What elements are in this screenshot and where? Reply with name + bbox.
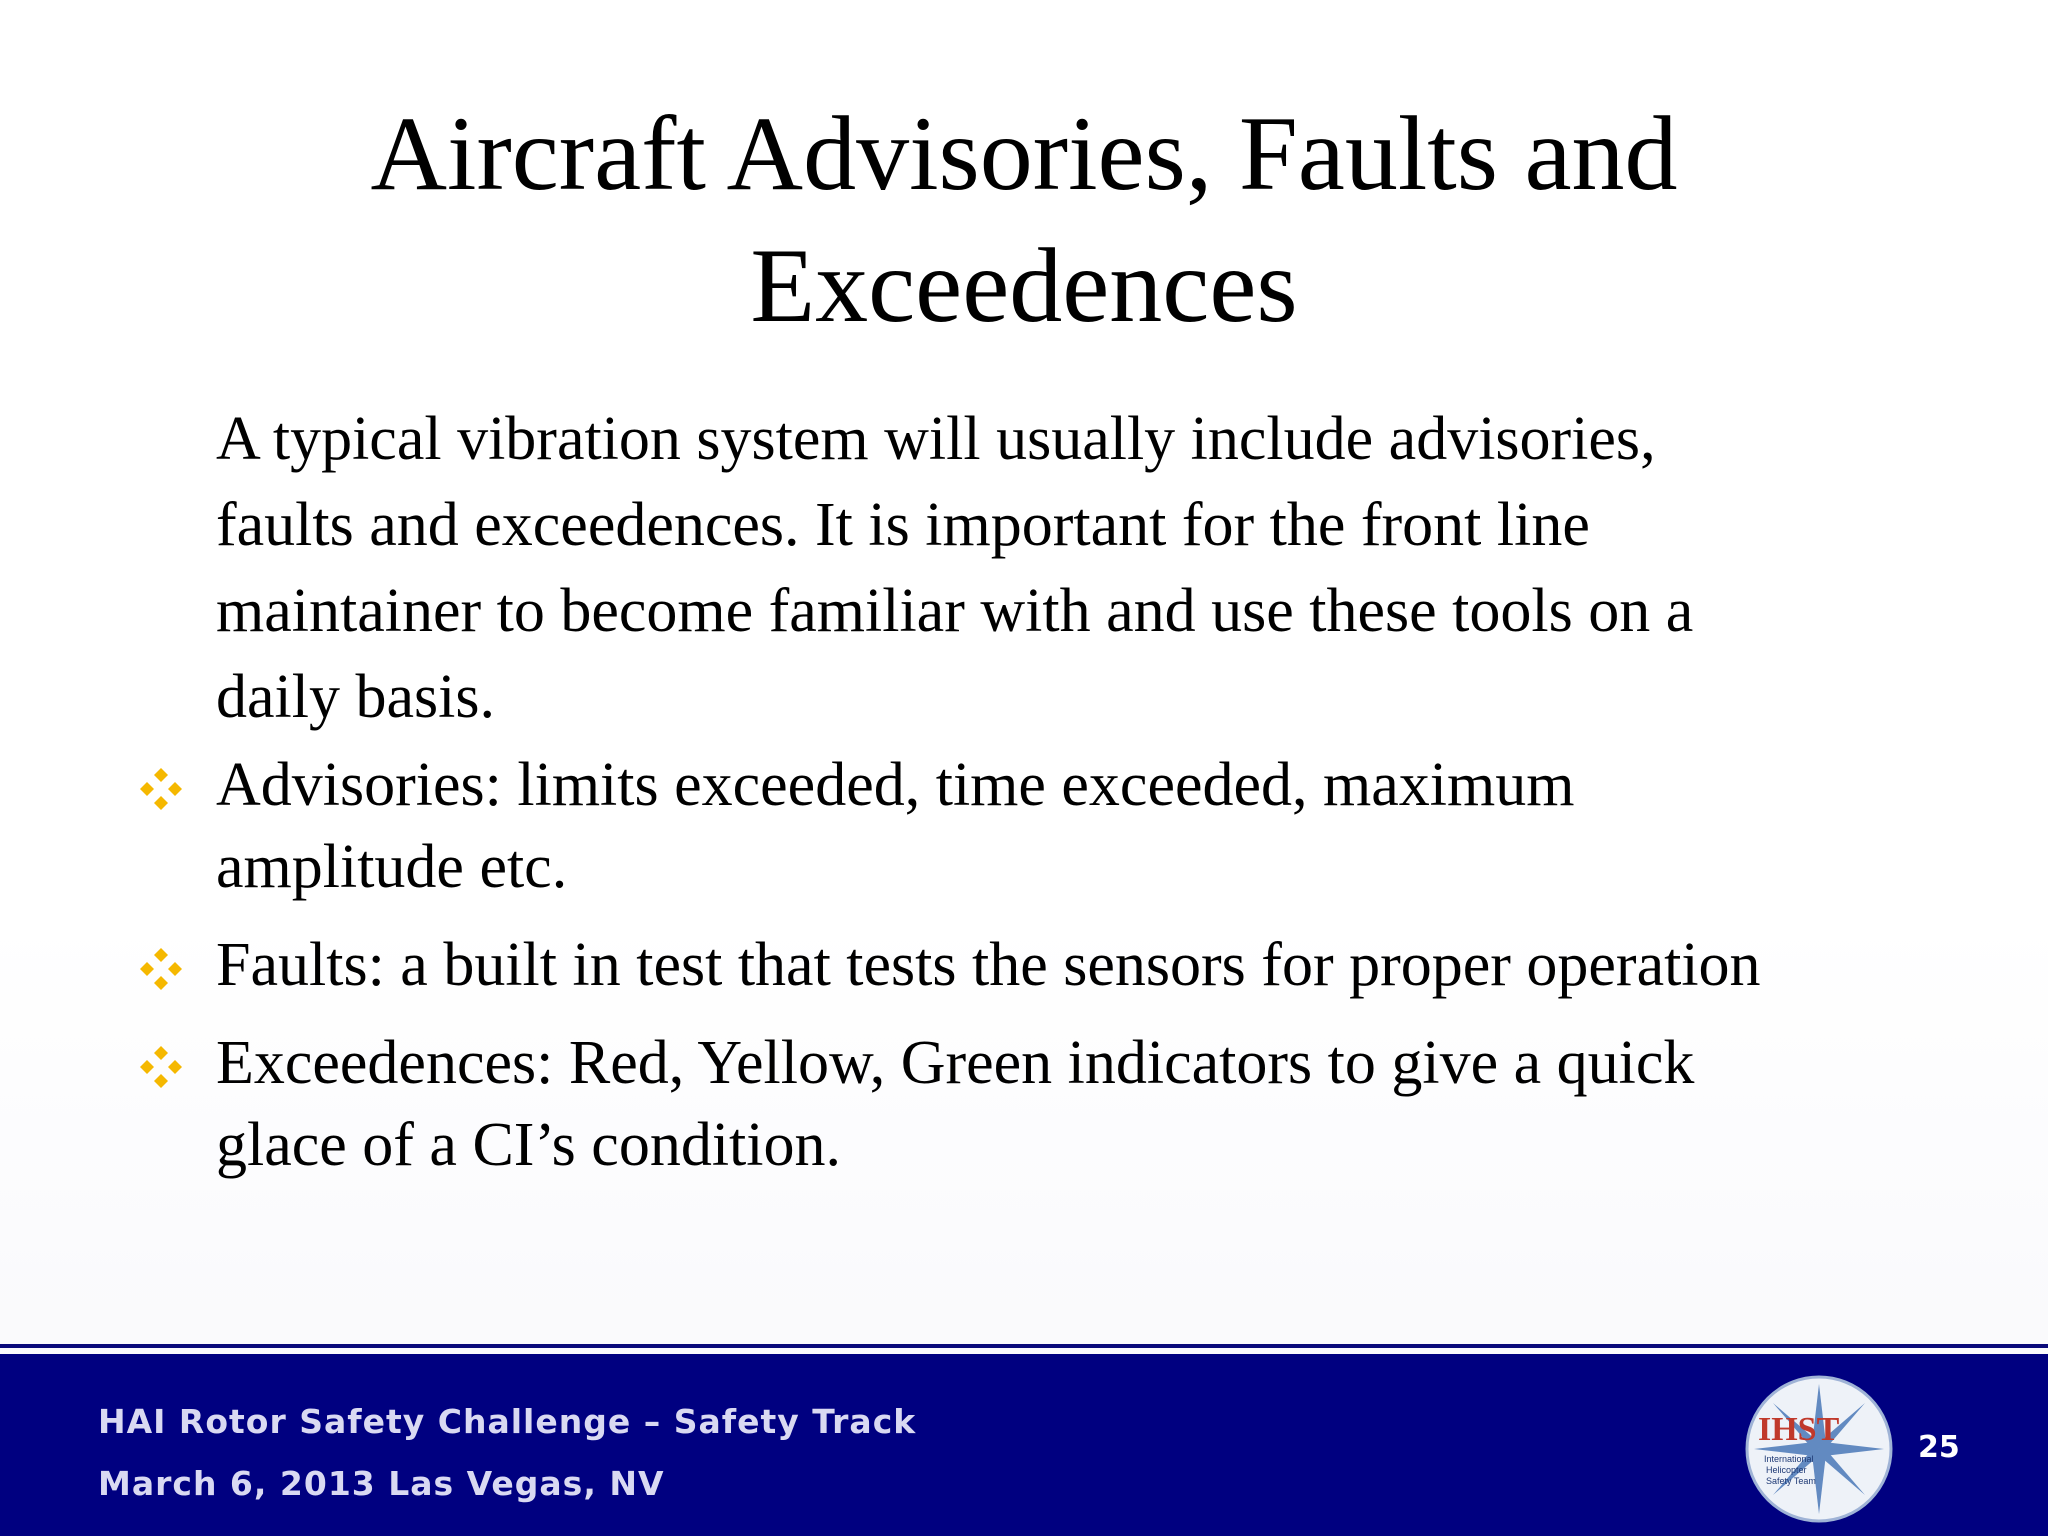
bullet-text: Faults: a built in test that tests the sensors for proper operation (216, 931, 1761, 999)
svg-text:International: International (1764, 1454, 1814, 1464)
ihst-logo (1744, 1374, 1894, 1524)
diamond-bullet-icon (138, 1044, 184, 1090)
bullet-text: amplitude etc. (216, 833, 568, 901)
intro-paragraph (216, 396, 1856, 740)
bullet-faults (216, 924, 1976, 1006)
intro-line: faults and exceedences. It is important for the front line (216, 491, 1590, 559)
intro-line: A typical vibration system will usually include advisories, (216, 405, 1656, 473)
diamond-bullet-icon (138, 766, 184, 812)
title-line-1: Aircraft Advisories, Faults and (370, 95, 1678, 212)
bullet-text: glace of a CI’s condition. (216, 1111, 841, 1179)
footer-date-location: March 6, 2013 Las Vegas, NV (98, 1464, 665, 1503)
svg-text:Helicopter: Helicopter (1766, 1465, 1807, 1475)
slide-title (0, 88, 2048, 352)
bullet-advisories (216, 744, 1976, 908)
title-line-2: Exceedences (750, 227, 1298, 344)
footer-bar (0, 1354, 2048, 1536)
svg-text:Safety Team: Safety Team (1766, 1476, 1816, 1486)
page-number: 25 (1918, 1430, 1960, 1465)
logo-text: IHST (1758, 1411, 1840, 1448)
intro-line: maintainer to become familiar with and use these tools on a (216, 577, 1694, 645)
intro-line: daily basis. (216, 663, 495, 731)
bullet-text: Advisories: limits exceeded, time exceeded, maximum (216, 751, 1575, 819)
footer-divider (0, 1344, 2048, 1348)
footer-event-title: HAI Rotor Safety Challenge – Safety Track (98, 1402, 917, 1441)
bullet-exceedences (216, 1022, 1976, 1186)
bullet-text: Exceedences: Red, Yellow, Green indicators to give a quick (216, 1029, 1695, 1097)
diamond-bullet-icon (138, 946, 184, 992)
